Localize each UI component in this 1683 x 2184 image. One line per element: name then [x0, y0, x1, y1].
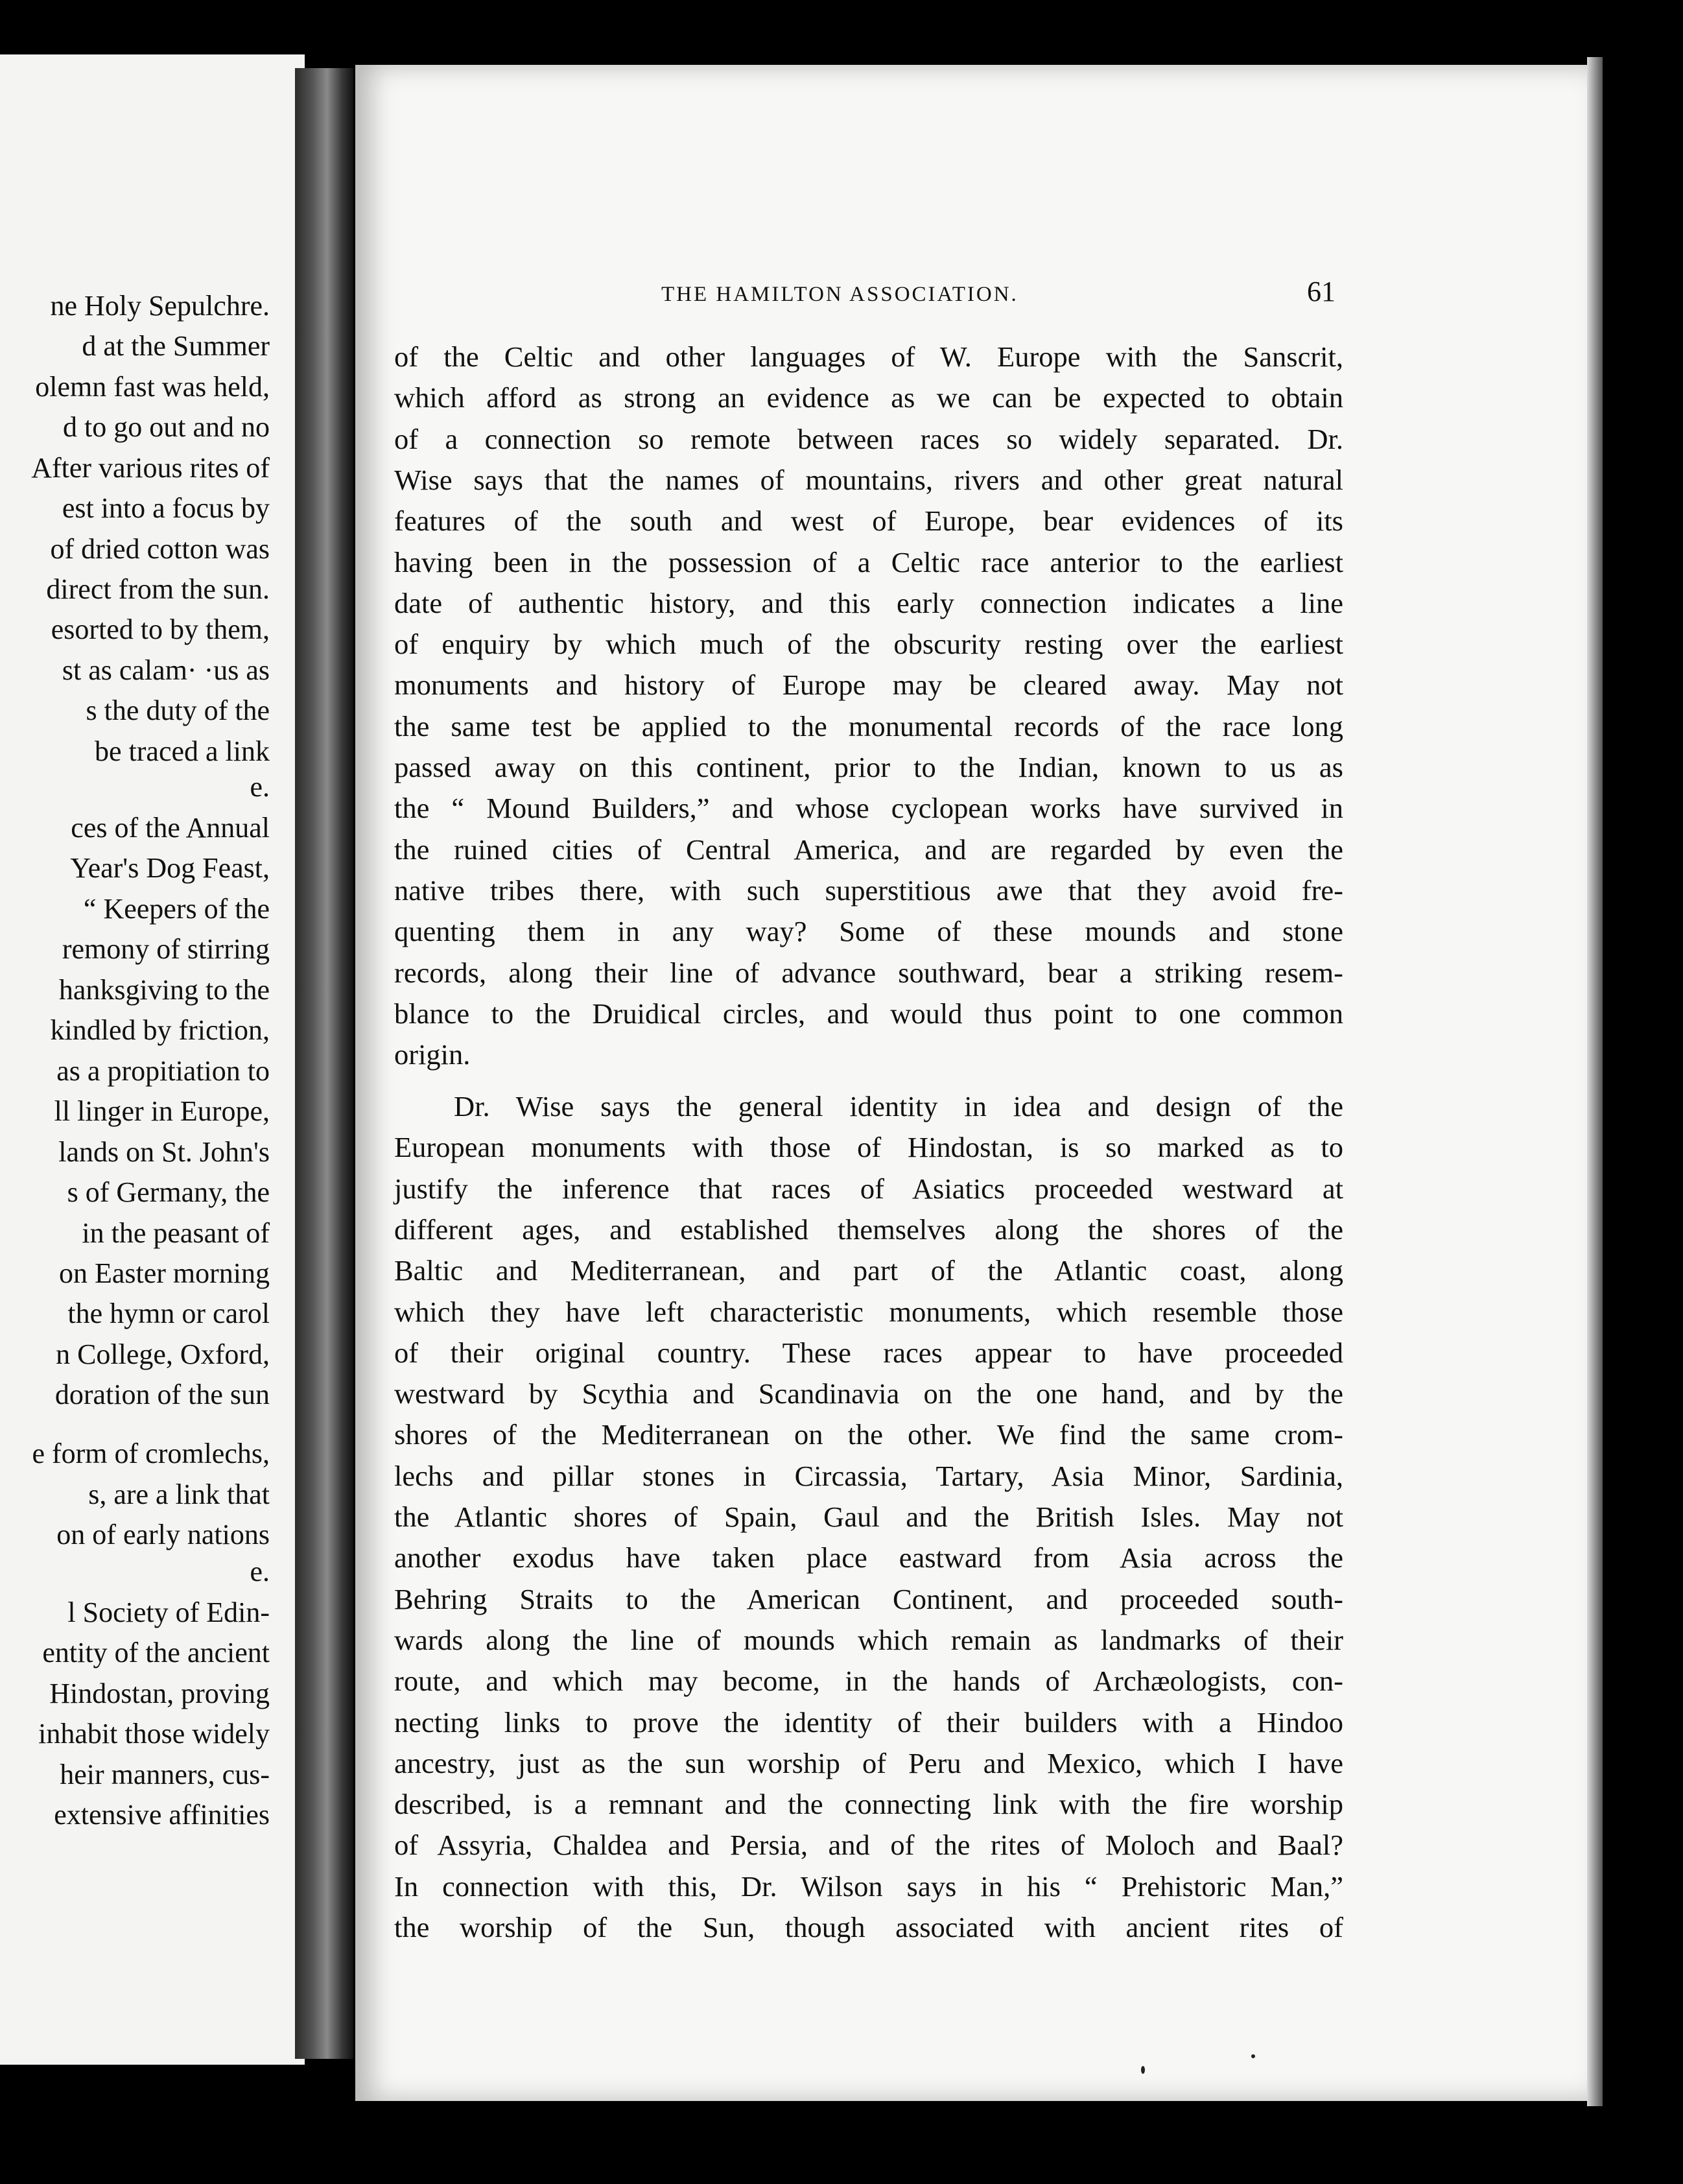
speck — [1251, 2054, 1255, 2058]
paragraph-2-line: Baltic and Mediterranean, and part of the Atlantic coast, along — [394, 1254, 1343, 1287]
paragraph-1-line: which afford as strong an evidence as we can be expected to obtain — [394, 381, 1343, 414]
paragraph-2-line: of Assyria, Chaldea and Persia, and of the rites of Moloch and Baal? — [394, 1829, 1343, 1862]
paragraph-2-line: route, and which may become, in the hands of Archæologists, con- — [394, 1665, 1343, 1698]
left-facing-page — [0, 54, 305, 2065]
left-page-line: s of Germany, the — [67, 1176, 270, 1208]
paragraph-1-line: origin. — [394, 1038, 471, 1071]
left-page-line: ne Holy Sepulchre. — [50, 290, 270, 322]
left-page-line: olemn fast was held, — [35, 371, 270, 403]
left-page-line: Hindostan, proving — [49, 1678, 270, 1709]
paragraph-1-line: of enquiry by which much of the obscurity resting over the earliest — [394, 628, 1343, 661]
left-page-line: e. — [250, 1556, 270, 1587]
left-page-line: Year's Dog Feast, — [70, 852, 270, 884]
left-page-line: ll linger in Europe, — [54, 1095, 270, 1127]
page-edge — [1587, 57, 1603, 2106]
paragraph-1-line: of the Celtic and other languages of W. Europe with the Sanscrit, — [394, 340, 1343, 373]
paragraph-2-line: European monuments with those of Hindostan, is so marked as to — [394, 1131, 1343, 1164]
paragraph-2-line: described, is a remnant and the connecting link with the fire worship — [394, 1788, 1343, 1821]
paragraph-1-line: date of authentic history, and this early connection indicates a line — [394, 586, 1343, 619]
paragraph-2-line: another exodus have taken place eastward from Asia across the — [394, 1541, 1343, 1574]
paragraph-2-line: Dr. Wise says the general identity in idea and design of the — [454, 1090, 1343, 1122]
paragraph-1-line: passed away on this continent, prior to the Indian, known to us as — [394, 751, 1343, 783]
speck — [1141, 2066, 1145, 2074]
running-head: THE HAMILTON ASSOCIATION. — [661, 283, 1018, 306]
paragraph-2-line: In connection with this, Dr. Wilson says in his “ Prehistoric Man,” — [394, 1869, 1343, 1903]
paragraph-2-line: the Atlantic shores of Spain, Gaul and the British Isles. May not — [394, 1501, 1343, 1533]
paragraph-2-line: ancestry, just as the sun worship of Peru and Mexico, which I have — [394, 1746, 1343, 1779]
left-page-line: est into a focus by — [62, 492, 270, 524]
left-page-line: heir manners, cus- — [60, 1759, 270, 1790]
left-page-line: l Society of Edin- — [67, 1596, 270, 1628]
left-page-line: on Easter morning — [58, 1257, 270, 1289]
paragraph-1-line: the “ Mound Builders,” and whose cyclopean works have survived in — [394, 792, 1343, 825]
left-page-line: esorted to by them, — [51, 613, 270, 645]
paragraph-2-line: shores of the Mediterranean on the other. We find the same crom- — [394, 1418, 1343, 1451]
paragraph-2-line: different ages, and established themselves along the shores of the — [394, 1213, 1343, 1246]
paragraph-2-line: lechs and pillar stones in Circassia, Tartary, Asia Minor, Sardinia, — [394, 1459, 1343, 1492]
paragraph-2-line: wards along the line of mounds which remain as landmarks of their — [394, 1623, 1343, 1656]
paragraph-1-line: features of the south and west of Europe, bear evidences of its — [394, 504, 1343, 538]
paragraph-1-line: blance to the Druidical circles, and would thus point to one common — [394, 997, 1343, 1030]
paragraph-1-line: the ruined cities of Central America, and are regarded by even the — [394, 833, 1343, 866]
paragraph-1-line: of a connection so remote between races so widely separated. Dr. — [394, 422, 1343, 455]
paragraph-1-line: records, along their line of advance southward, bear a striking resem- — [394, 956, 1343, 989]
paragraph-2-line: necting links to prove the identity of their builders with a Hindoo — [394, 1705, 1343, 1739]
left-page-line: inhabit those widely — [38, 1718, 270, 1750]
left-page-line: “ Keepers of the — [83, 893, 270, 925]
left-page-line: s the duty of the — [86, 694, 270, 726]
left-page-line: e. — [250, 771, 270, 803]
left-page-line: d to go out and no — [63, 411, 270, 443]
left-page-line: of dried cotton was — [50, 533, 270, 565]
paragraph-1-line: having been in the possession of a Celtic race anterior to the earliest — [394, 545, 1343, 578]
paragraph-2-line: Behring Straits to the American Continent, and proceeded south- — [394, 1582, 1343, 1615]
paragraph-1-line: the same test be applied to the monumental records of the race long — [394, 709, 1343, 742]
left-page-line: e form of cromlechs, — [32, 1438, 270, 1469]
paragraph-2-line: justify the inference that races of Asiatics proceeded westward at — [394, 1172, 1343, 1205]
paragraph-2-line: westward by Scythia and Scandinavia on the one hand, and by the — [394, 1377, 1343, 1410]
left-page-line: in the peasant of — [82, 1217, 270, 1249]
left-page-line: entity of the ancient — [42, 1637, 270, 1668]
left-page-line: as a propitiation to — [56, 1055, 270, 1087]
left-page-line: ces of the Annual — [71, 812, 270, 844]
left-page-line: remony of stirring — [62, 933, 270, 965]
paragraph-1-line: native tribes there, with such superstitious awe that they avoid fre- — [394, 873, 1343, 907]
left-page-line: st as calam· ·us as — [62, 654, 270, 686]
paragraph-1-line: quenting them in any way? Some of these mounds and stone — [394, 915, 1343, 948]
left-page-line: hanksgiving to the — [58, 974, 270, 1006]
left-page-line: After various rites of — [31, 452, 270, 484]
page-number: 61 — [1307, 276, 1336, 307]
paragraph-2-line: the worship of the Sun, though associated with ancient rites of — [394, 1911, 1343, 1943]
left-page-line: d at the Summer — [82, 330, 270, 362]
left-page-line: doration of the sun — [54, 1379, 270, 1410]
left-page-line: the hymn or carol — [67, 1298, 270, 1329]
left-page-line: s, are a link that — [88, 1478, 270, 1510]
paragraph-2-line: of their original country. These races appear to have proceeded — [394, 1336, 1343, 1369]
left-page-line: lands on St. John's — [58, 1136, 270, 1168]
book-gutter — [295, 68, 353, 2059]
left-page-line: extensive affinities — [54, 1799, 270, 1831]
paragraph-1-line: Wise says that the names of mountains, rivers and other great natural — [394, 463, 1343, 496]
left-page-line: direct from the sun. — [46, 573, 270, 605]
paragraph-2-line: which they have left characteristic monuments, which resemble those — [394, 1295, 1343, 1328]
paragraph-1-line: monuments and history of Europe may be cleared away. May not — [394, 669, 1343, 702]
left-page-line: on of early nations — [56, 1519, 270, 1550]
left-page-line: be traced a link — [95, 735, 270, 767]
left-page-line: n College, Oxford, — [56, 1338, 270, 1370]
left-page-line: kindled by friction, — [50, 1014, 270, 1046]
